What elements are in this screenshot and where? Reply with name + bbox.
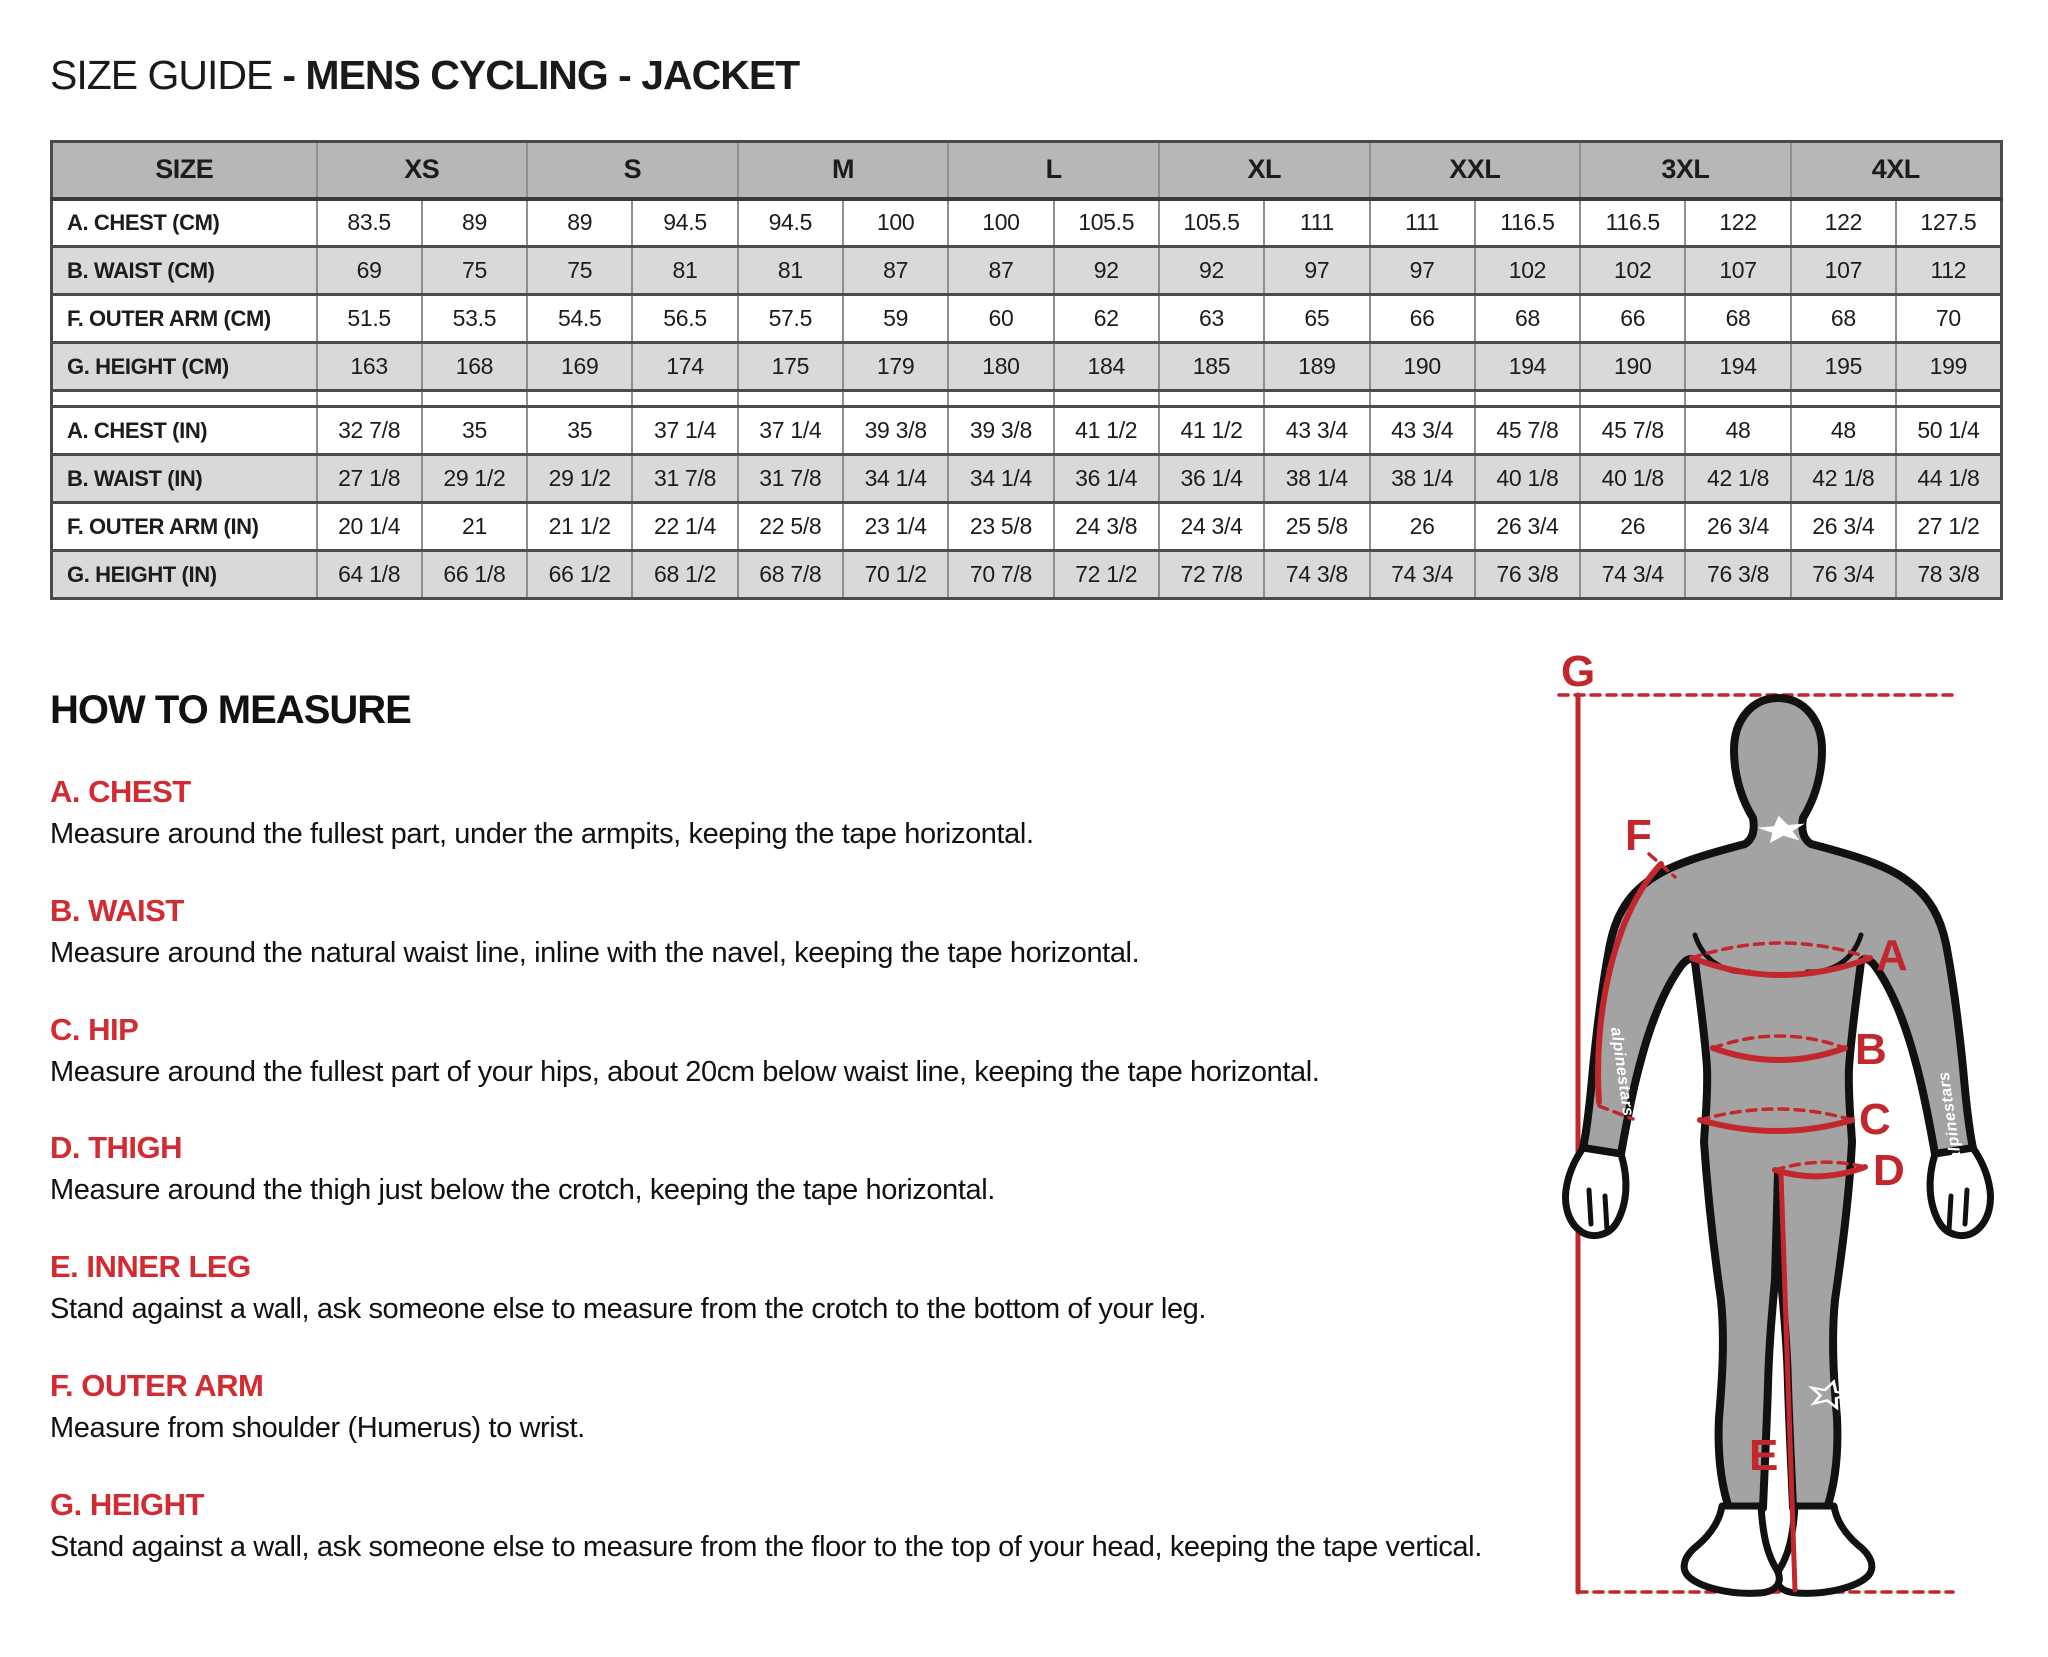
row-label: F. OUTER ARM (IN) (67, 513, 259, 539)
size-column-header: 4XL (1791, 142, 2002, 199)
size-cell: 35 (527, 407, 632, 455)
spacer-cell (1791, 391, 1896, 407)
row-label: G. HEIGHT (IN) (67, 561, 217, 587)
size-cell: 51.5 (317, 295, 422, 343)
size-cell: 180 (948, 343, 1053, 391)
size-cell: 97 (1264, 247, 1369, 295)
size-cell: 24 3/8 (1054, 503, 1159, 551)
size-cell: 185 (1159, 343, 1264, 391)
size-cell: 87 (843, 247, 948, 295)
size-cell: 37 1/4 (738, 407, 843, 455)
size-cell: 68 (1685, 295, 1790, 343)
size-cell: 26 3/4 (1791, 503, 1896, 551)
size-column-header: XXL (1370, 142, 1581, 199)
size-cell: 190 (1370, 343, 1475, 391)
size-cell: 199 (1896, 343, 2001, 391)
size-table-body (52, 199, 2002, 599)
size-cell: 27 1/8 (317, 455, 422, 503)
size-cell: 59 (843, 295, 948, 343)
row-label: B. WAIST (CM) (67, 257, 215, 283)
size-cell: 68 (1475, 295, 1580, 343)
page-title (50, 52, 799, 99)
size-cell: 72 7/8 (1159, 551, 1264, 599)
size-cell: 66 1/2 (527, 551, 632, 599)
size-cell: 72 1/2 (1054, 551, 1159, 599)
size-cell: 64 1/8 (317, 551, 422, 599)
size-cell: 112 (1896, 247, 2001, 295)
size-cell: 36 1/4 (1159, 455, 1264, 503)
size-cell: 40 1/8 (1475, 455, 1580, 503)
measure-section (50, 1487, 1545, 1565)
size-cell: 100 (843, 199, 948, 247)
size-cell: 37 1/4 (632, 407, 737, 455)
size-cell: 74 3/4 (1580, 551, 1685, 599)
size-cell: 22 5/8 (738, 503, 843, 551)
size-cell: 44 1/8 (1896, 455, 2001, 503)
size-cell: 63 (1159, 295, 1264, 343)
size-cell: 23 1/4 (843, 503, 948, 551)
measure-heading: G. HEIGHT (50, 1486, 204, 1522)
size-cell: 45 7/8 (1580, 407, 1685, 455)
right-hand-finger-line (1949, 1196, 1951, 1230)
spacer-cell (948, 391, 1053, 407)
label-A: A (1876, 931, 1908, 980)
size-column-header: XS (317, 142, 528, 199)
row-label: G. HEIGHT (CM) (67, 353, 229, 379)
size-cell: 41 1/2 (1159, 407, 1264, 455)
size-cell: 102 (1475, 247, 1580, 295)
spacer-cell (843, 391, 948, 407)
spacer-cell (1054, 391, 1159, 407)
page-title-light: SIZE GUIDE (50, 52, 273, 98)
left-forearm-brand-text: alpinestars (1607, 1026, 1637, 1118)
table-row (52, 343, 2002, 391)
size-cell: 195 (1791, 343, 1896, 391)
measure-description: Measure from shoulder (Humerus) to wrist. (50, 1411, 585, 1444)
size-cell: 54.5 (527, 295, 632, 343)
right-hand-finger-line (1965, 1190, 1967, 1224)
size-cell: 34 1/4 (948, 455, 1053, 503)
size-cell: 127.5 (1896, 199, 2001, 247)
size-cell: 87 (948, 247, 1053, 295)
size-cell: 25 5/8 (1264, 503, 1369, 551)
spacer-cell (1896, 391, 2001, 407)
size-cell: 89 (422, 199, 527, 247)
left-hand-finger-line (1605, 1196, 1607, 1230)
right-hand (1930, 1148, 1990, 1236)
measure-heading: F. OUTER ARM (50, 1367, 264, 1403)
size-cell: 62 (1054, 295, 1159, 343)
size-cell: 116.5 (1580, 199, 1685, 247)
table-row (52, 551, 2002, 599)
size-cell: 34 1/4 (843, 455, 948, 503)
measure-description: Measure around the fullest part, under the armpits, keeping the tape horizontal. (50, 818, 1034, 850)
size-cell: 39 3/8 (948, 407, 1053, 455)
size-cell: 39 3/8 (843, 407, 948, 455)
measure-heading: B. WAIST (50, 892, 184, 928)
spacer-cell (1370, 391, 1475, 407)
size-cell: 92 (1159, 247, 1264, 295)
size-cell: 68 7/8 (738, 551, 843, 599)
size-cell: 32 7/8 (317, 407, 422, 455)
size-cell: 23 5/8 (948, 503, 1053, 551)
size-cell: 68 1/2 (632, 551, 737, 599)
size-cell: 107 (1685, 247, 1790, 295)
body-diagram (1545, 640, 2045, 1652)
table-row (52, 199, 2002, 247)
size-cell: 179 (843, 343, 948, 391)
label-G: G (1561, 647, 1596, 696)
left-hand-finger-line (1589, 1190, 1591, 1224)
size-cell: 168 (422, 343, 527, 391)
size-cell: 42 1/8 (1685, 455, 1790, 503)
size-cell: 89 (527, 199, 632, 247)
left-foot (1684, 1506, 1779, 1593)
size-cell: 76 3/8 (1685, 551, 1790, 599)
label-E: E (1749, 1431, 1779, 1480)
measurement-figure (1545, 640, 2045, 1652)
size-cell: 74 3/8 (1264, 551, 1369, 599)
size-cell: 38 1/4 (1264, 455, 1369, 503)
size-cell: 38 1/4 (1370, 455, 1475, 503)
size-cell: 189 (1264, 343, 1369, 391)
size-cell: 40 1/8 (1580, 455, 1685, 503)
how-to-measure-title: HOW TO MEASURE (50, 688, 411, 732)
size-cell: 100 (948, 199, 1053, 247)
size-cell: 53.5 (422, 295, 527, 343)
size-cell: 105.5 (1054, 199, 1159, 247)
size-cell: 81 (738, 247, 843, 295)
size-cell: 107 (1791, 247, 1896, 295)
measure-section (50, 1368, 1545, 1446)
size-cell: 81 (632, 247, 737, 295)
size-cell: 41 1/2 (1054, 407, 1159, 455)
label-D: D (1873, 1146, 1905, 1195)
size-table-corner: SIZE (52, 142, 317, 199)
table-row (52, 455, 2002, 503)
measure-section (50, 1249, 1545, 1327)
size-cell: 26 3/4 (1685, 503, 1790, 551)
size-cell: 75 (422, 247, 527, 295)
right-forearm-brand-text: alpinestars (1935, 1070, 1965, 1162)
size-table-header-row (52, 142, 2002, 199)
size-cell: 190 (1580, 343, 1685, 391)
size-cell: 97 (1370, 247, 1475, 295)
row-label: A. CHEST (IN) (67, 417, 208, 443)
size-cell: 163 (317, 343, 422, 391)
size-cell: 36 1/4 (1054, 455, 1159, 503)
size-cell: 116.5 (1475, 199, 1580, 247)
size-cell: 94.5 (738, 199, 843, 247)
size-cell: 29 1/2 (527, 455, 632, 503)
size-cell: 66 (1580, 295, 1685, 343)
size-cell: 69 (317, 247, 422, 295)
size-cell: 26 (1370, 503, 1475, 551)
size-cell: 45 7/8 (1475, 407, 1580, 455)
measure-heading: A. CHEST (50, 774, 191, 809)
size-cell: 42 1/8 (1791, 455, 1896, 503)
table-row (52, 295, 2002, 343)
size-cell: 43 3/4 (1264, 407, 1369, 455)
size-cell: 194 (1685, 343, 1790, 391)
spacer-cell (632, 391, 737, 407)
label-F: F (1625, 811, 1652, 860)
measure-section (50, 1012, 1545, 1090)
size-cell: 76 3/8 (1475, 551, 1580, 599)
page-title-bold: - MENS CYCLING - JACKET (282, 52, 800, 98)
size-cell: 29 1/2 (422, 455, 527, 503)
size-cell: 92 (1054, 247, 1159, 295)
table-row (52, 247, 2002, 295)
size-cell: 194 (1475, 343, 1580, 391)
size-cell: 35 (422, 407, 527, 455)
label-B: B (1855, 1025, 1887, 1074)
measure-description: Measure around the natural waist line, inline with the navel, keeping the tape horizontal. (50, 936, 1140, 969)
size-cell: 105.5 (1159, 199, 1264, 247)
table-row (52, 503, 2002, 551)
size-column-header: L (948, 142, 1159, 199)
size-cell: 70 7/8 (948, 551, 1053, 599)
spacer-cell (317, 391, 422, 407)
size-cell: 94.5 (632, 199, 737, 247)
measure-description: Measure around the thigh just below the crotch, keeping the tape horizontal. (50, 1174, 995, 1207)
spacer-cell (52, 391, 317, 407)
spacer-cell (738, 391, 843, 407)
size-cell: 56.5 (632, 295, 737, 343)
size-cell: 102 (1580, 247, 1685, 295)
size-cell: 122 (1791, 199, 1896, 247)
size-cell: 20 1/4 (317, 503, 422, 551)
measure-description: Stand against a wall, ask someone else to measure from the crotch to the bottom of your leg. (50, 1293, 1207, 1326)
spacer-cell (1685, 391, 1790, 407)
size-cell: 111 (1264, 199, 1369, 247)
size-cell: 68 (1791, 295, 1896, 343)
measure-sections (50, 774, 1545, 1565)
measure-description: Measure around the fullest part of your hips, about 20cm below waist line, keeping the tape horizontal. (50, 1055, 1320, 1088)
size-cell: 31 7/8 (632, 455, 737, 503)
size-cell: 48 (1791, 407, 1896, 455)
size-cell: 31 7/8 (738, 455, 843, 503)
size-cell: 21 1/2 (527, 503, 632, 551)
size-cell: 50 1/4 (1896, 407, 2001, 455)
how-to-measure-section (50, 688, 1545, 1565)
size-cell: 43 3/4 (1370, 407, 1475, 455)
size-column-header: S (527, 142, 738, 199)
measure-heading: C. HIP (50, 1011, 139, 1047)
size-cell: 60 (948, 295, 1053, 343)
spacer-cell (1264, 391, 1369, 407)
size-cell: 70 (1896, 295, 2001, 343)
size-column-header: M (738, 142, 949, 199)
row-label: A. CHEST (CM) (67, 209, 220, 235)
spacer-row (52, 391, 2002, 407)
size-cell: 75 (527, 247, 632, 295)
spacer-cell (1580, 391, 1685, 407)
row-label: B. WAIST (IN) (67, 465, 203, 491)
size-cell: 111 (1370, 199, 1475, 247)
size-cell: 70 1/2 (843, 551, 948, 599)
table-row (52, 407, 2002, 455)
measure-description: Stand against a wall, ask someone else to measure from the floor to the top of your head, keeping the tape vertical. (50, 1530, 1482, 1563)
size-column-header: XL (1159, 142, 1370, 199)
size-cell: 175 (738, 343, 843, 391)
measure-section (50, 774, 1545, 852)
size-column-header: 3XL (1580, 142, 1791, 199)
spacer-cell (422, 391, 527, 407)
spacer-cell (527, 391, 632, 407)
size-cell: 26 (1580, 503, 1685, 551)
measure-heading: E. INNER LEG (50, 1249, 251, 1285)
size-cell: 26 3/4 (1475, 503, 1580, 551)
size-cell: 74 3/4 (1370, 551, 1475, 599)
size-cell: 169 (527, 343, 632, 391)
size-cell: 184 (1054, 343, 1159, 391)
measure-heading: D. THIGH (50, 1130, 183, 1166)
size-cell: 57.5 (738, 295, 843, 343)
size-cell: 22 1/4 (632, 503, 737, 551)
size-cell: 48 (1685, 407, 1790, 455)
size-cell: 76 3/4 (1791, 551, 1896, 599)
spacer-cell (1159, 391, 1264, 407)
size-cell: 66 (1370, 295, 1475, 343)
spacer-cell (1475, 391, 1580, 407)
label-C: C (1859, 1095, 1891, 1144)
size-cell: 66 1/8 (422, 551, 527, 599)
measure-section (50, 893, 1545, 971)
size-cell: 122 (1685, 199, 1790, 247)
size-cell: 174 (632, 343, 737, 391)
size-cell: 83.5 (317, 199, 422, 247)
size-table (50, 140, 2003, 600)
row-label: F. OUTER ARM (CM) (67, 305, 271, 331)
size-cell: 65 (1264, 295, 1369, 343)
size-cell: 27 1/2 (1896, 503, 2001, 551)
left-hand (1566, 1148, 1626, 1236)
measure-section (50, 1130, 1545, 1208)
size-cell: 78 3/8 (1896, 551, 2001, 599)
size-cell: 24 3/4 (1159, 503, 1264, 551)
size-cell: 21 (422, 503, 527, 551)
